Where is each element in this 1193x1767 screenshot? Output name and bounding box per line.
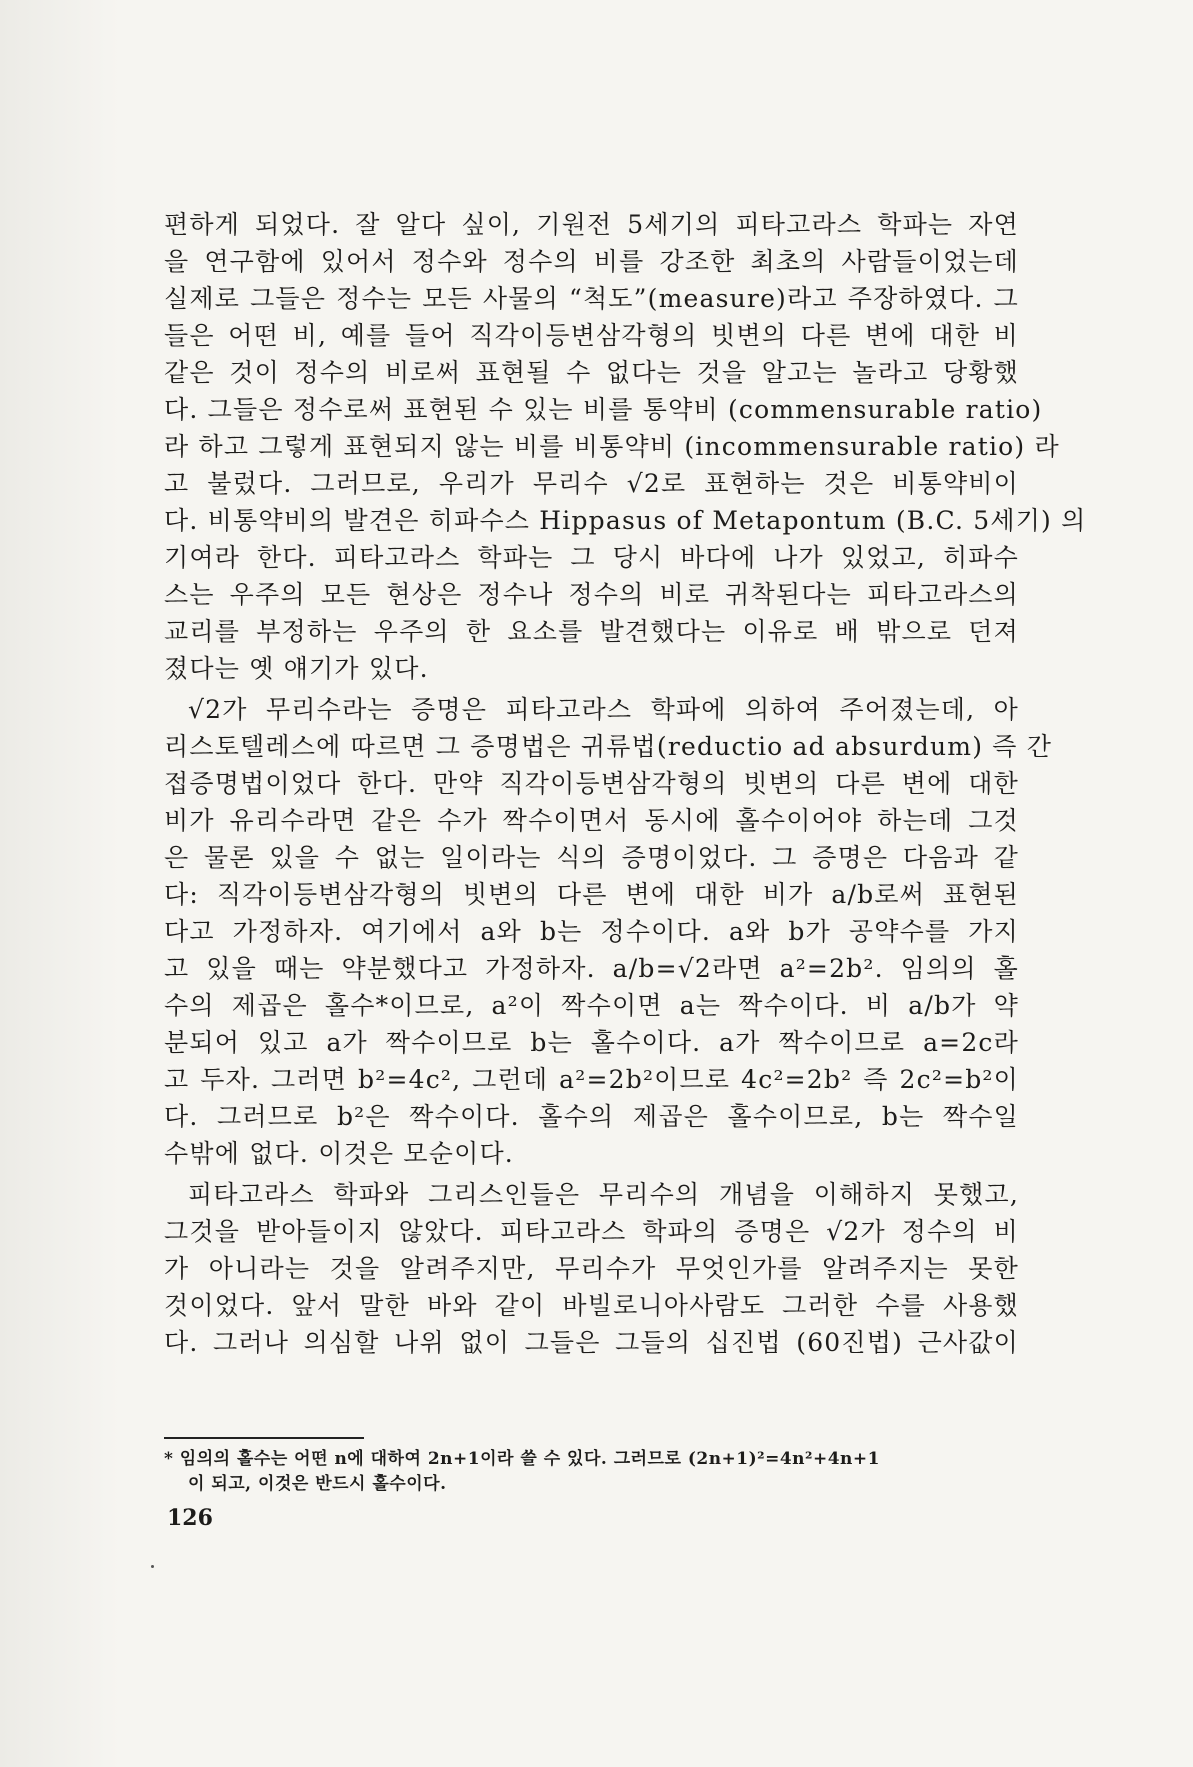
scan-speck [151,1565,154,1568]
text-line: 다. 그러나 의심할 나위 없이 그들은 그들의 십진법 (60진법) 근사값이 [164,1328,1019,1357]
text-line: 수의 제곱은 홀수*이므로, a²이 짝수이면 a는 짝수이다. 비 a/b가 약 [164,991,1019,1020]
footnote-line: * 임의의 홀수는 어떤 n에 대하여 2n+1이라 쓸 수 있다. 그러므로 (2n+1)²=4n²+4n+1 [164,1449,880,1469]
paragraph-1 [164,206,1087,687]
text-line: 기여라 한다. 피타고라스 학파는 그 당시 바다에 나가 있었고, 히파수 [164,543,1019,572]
text-line: 졌다는 옛 얘기가 있다. [164,654,429,683]
text-line: 분되어 있고 a가 짝수이므로 b는 홀수이다. a가 짝수이므로 a=2c라 [164,1028,1019,1057]
text-line: 다. 그러므로 b²은 짝수이다. 홀수의 제곱은 홀수이므로, b는 짝수일 [164,1102,1019,1131]
text-line: 들은 어떤 비, 예를 들어 직각이등변삼각형의 빗변의 다른 변에 대한 비 [164,321,1019,350]
text-line: 다: 직각이등변삼각형의 빗변의 다른 변에 대한 비가 a/b로써 표현된 [164,880,1019,909]
text-line: 다고 가정하자. 여기에서 a와 b는 정수이다. a와 b가 공약수를 가지 [164,917,1019,946]
text-line: 비가 유리수라면 같은 수가 짝수이면서 동시에 홀수이어야 하는데 그것 [164,806,1019,835]
text-line: 을 연구함에 있어서 정수와 정수의 비를 강조한 최초의 사람들이었는데 [164,247,1019,276]
text-line: √2가 무리수라는 증명은 피타고라스 학파에 의하여 주어졌는데, 아 [188,695,1019,724]
text-line: 고 있을 때는 약분했다고 가정하자. a/b=√2라면 a²=2b². 임의의 홀 [164,954,1019,983]
text-line: 고 불렀다. 그러므로, 우리가 무리수 √2로 표현하는 것은 비통약비이 [164,469,1019,498]
footnote-line: 이 되고, 이것은 반드시 홀수이다. [188,1474,447,1494]
paragraph-2 [164,691,1053,1172]
text-line: 스는 우주의 모든 현상은 정수나 정수의 비로 귀착된다는 피타고라스의 [164,580,1019,609]
text-line: 가 아니라는 것을 알려주지만, 무리수가 무엇인가를 알려주지는 못한 [164,1254,1019,1283]
page-number: 126 [167,1505,213,1531]
footnote-divider [164,1437,364,1439]
text-line: 실제로 그들은 정수는 모든 사물의 “척도”(measure)라고 주장하였다. 그 [164,284,1019,313]
text-line: 그것을 받아들이지 않았다. 피타고라스 학파의 증명은 √2가 정수의 비 [164,1217,1019,1246]
text-line: 다. 그들은 정수로써 표현된 수 있는 비를 통약비 (commensurable ratio) [164,395,1043,424]
text-line: 고 두자. 그러면 b²=4c², 그런데 a²=2b²이므로 4c²=2b² 즉 2c²=b²이 [164,1065,1019,1094]
text-line: 리스토텔레스에 따르면 그 증명법은 귀류법(reductio ad absurdum) 즉 간 [164,732,1053,761]
text-line: 교리를 부정하는 우주의 한 요소를 발견했다는 이유로 배 밖으로 던져 [164,617,1019,646]
text-line: 은 물론 있을 수 없는 일이라는 식의 증명이었다. 그 증명은 다음과 같 [164,843,1019,872]
text-line: 피타고라스 학파와 그리스인들은 무리수의 개념을 이해하지 못했고, [188,1180,1019,1209]
text-line: 수밖에 없다. 이것은 모순이다. [164,1139,514,1168]
text-line: 접증명법이었다 한다. 만약 직각이등변삼각형의 빗변의 다른 변에 대한 [164,769,1019,798]
text-line: 같은 것이 정수의 비로써 표현될 수 없다는 것을 알고는 놀라고 당황했 [164,358,1019,387]
text-line: 것이었다. 앞서 말한 바와 같이 바빌로니아사람도 그러한 수를 사용했 [164,1291,1019,1320]
paragraph-3 [164,1176,1019,1361]
text-line: 라 하고 그렇게 표현되지 않는 비를 비통약비 (incommensurable ratio) 라 [164,432,1060,461]
body-text [164,206,1087,1361]
text-line: 편하게 되었다. 잘 알다 싶이, 기원전 5세기의 피타고라스 학파는 자연 [164,210,1019,239]
footnote [164,1447,1024,1497]
text-line: 다. 비통약비의 발견은 히파수스 Hippasus of Metapontum (B.C. 5세기) 의 [164,506,1087,535]
